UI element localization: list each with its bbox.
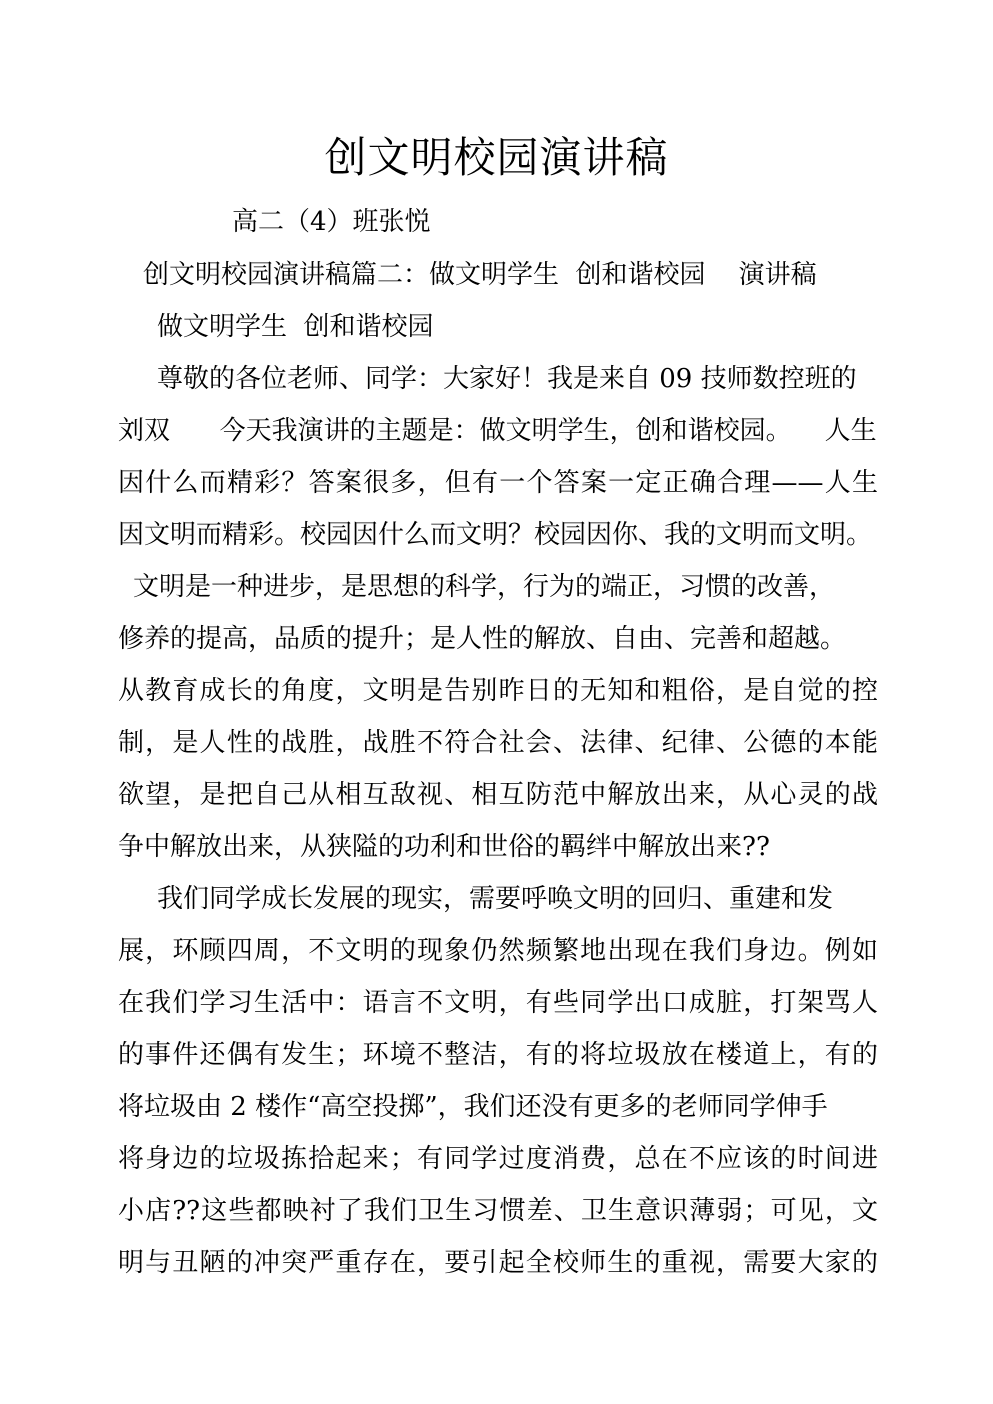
subheading-2: 做文明学生 创和谐校园 — [157, 312, 434, 342]
paragraph-line: 展，环顾四周，不文明的现象仍然频繁地出现在我们身边。例如 — [118, 936, 878, 966]
author-line: 高二（4）班张悦 — [232, 207, 431, 237]
paragraph-line: 欲望，是把自己从相互敌视、相互防范中解放出来，从心灵的战 — [118, 780, 878, 810]
paragraph-line: 因什么而精彩？答案很多，但有一个答案一定正确合理——人生 — [118, 468, 878, 498]
paragraph-line: 我们同学成长发展的现实，需要呼唤文明的回归、重建和发 — [157, 884, 834, 914]
paragraph-line: 制，是人性的战胜，战胜不符合社会、法律、纪律、公德的本能 — [118, 728, 878, 758]
paragraph-line: 修养的提高，品质的提升；是人性的解放、自由、完善和超越。 — [118, 624, 847, 654]
document-title: 创文明校园演讲稿 — [324, 133, 669, 182]
paragraph-line: 争中解放出来，从狭隘的功利和世俗的羁绊中解放出来?? — [118, 832, 770, 862]
paragraph-line: 明与丑陋的冲突严重存在，要引起全校师生的重视，需要大家的 — [118, 1248, 878, 1278]
paragraph-line: 尊敬的各位老师、同学：大家好！我是来自 09 技师数控班的 — [157, 364, 857, 394]
paragraph-line: 刘双 今天我演讲的主题是：做文明学生，创和谐校园。 人生 — [118, 416, 877, 446]
paragraph-line: 小店??这些都映衬了我们卫生习惯差、卫生意识薄弱；可见，文 — [118, 1196, 878, 1226]
paragraph-line: 因文明而精彩。校园因什么而文明？校园因你、我的文明而文明。 — [118, 520, 873, 550]
paragraph-line: 文明是一种进步，是思想的科学，行为的端正，习惯的改善， — [133, 572, 836, 602]
paragraph-line: 将垃圾由 2 楼作“高空投掷”，我们还没有更多的老师同学伸手 — [118, 1092, 828, 1122]
paragraph-line: 在我们学习生活中：语言不文明，有些同学出口成脏，打架骂人 — [118, 988, 878, 1018]
paragraph-line: 的事件还偶有发生；环境不整洁，有的将垃圾放在楼道上，有的 — [118, 1040, 878, 1070]
paragraph-line: 从教育成长的角度，文明是告别昨日的无知和粗俗，是自觉的控 — [118, 676, 878, 706]
subheading: 创文明校园演讲稿篇二：做文明学生 创和谐校园 演讲稿 — [143, 260, 817, 290]
paragraph-line: 将身边的垃圾拣拾起来；有同学过度消费，总在不应该的时间进 — [118, 1144, 878, 1174]
